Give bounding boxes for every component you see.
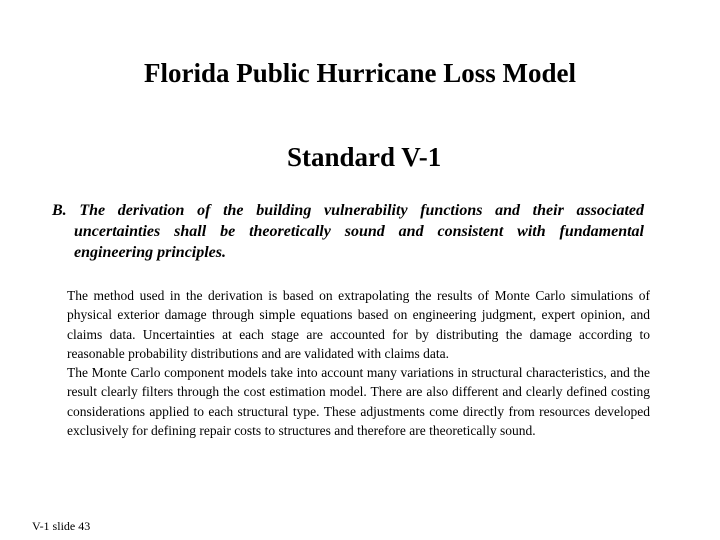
page-title: Florida Public Hurricane Loss Model [144,58,576,88]
slide-number: V-1 slide 43 [32,519,91,533]
body-text [67,286,650,440]
body-paragraph: The Monte Carlo component models take into account many variations in structural characteristics, and the result clearly filters through the cost estimation model. There are also different and clearly defined costing considerations applied to each structural type. These adjustments come directly from resources developed exclusively for defining repair costs to structures and therefore are theoretically sound. [67,365,650,439]
body-paragraph: The method used in the derivation is based on extrapolating the results of Monte Carlo simulations of physical exterior damage through simple equations based on engineering judgment, expert opinion, and claims data. Uncertainties at each stage are accounted for by distributing the damage according to reasonable probability distributions and are validated with claims data. [67,288,650,361]
page-subtitle: Standard V-1 [287,142,442,172]
standard-statement: B. The derivation of the building vulnerability functions and their associated uncertainties shall be theoretically sound and consistent with fundamental engineering principles. [52,202,644,261]
